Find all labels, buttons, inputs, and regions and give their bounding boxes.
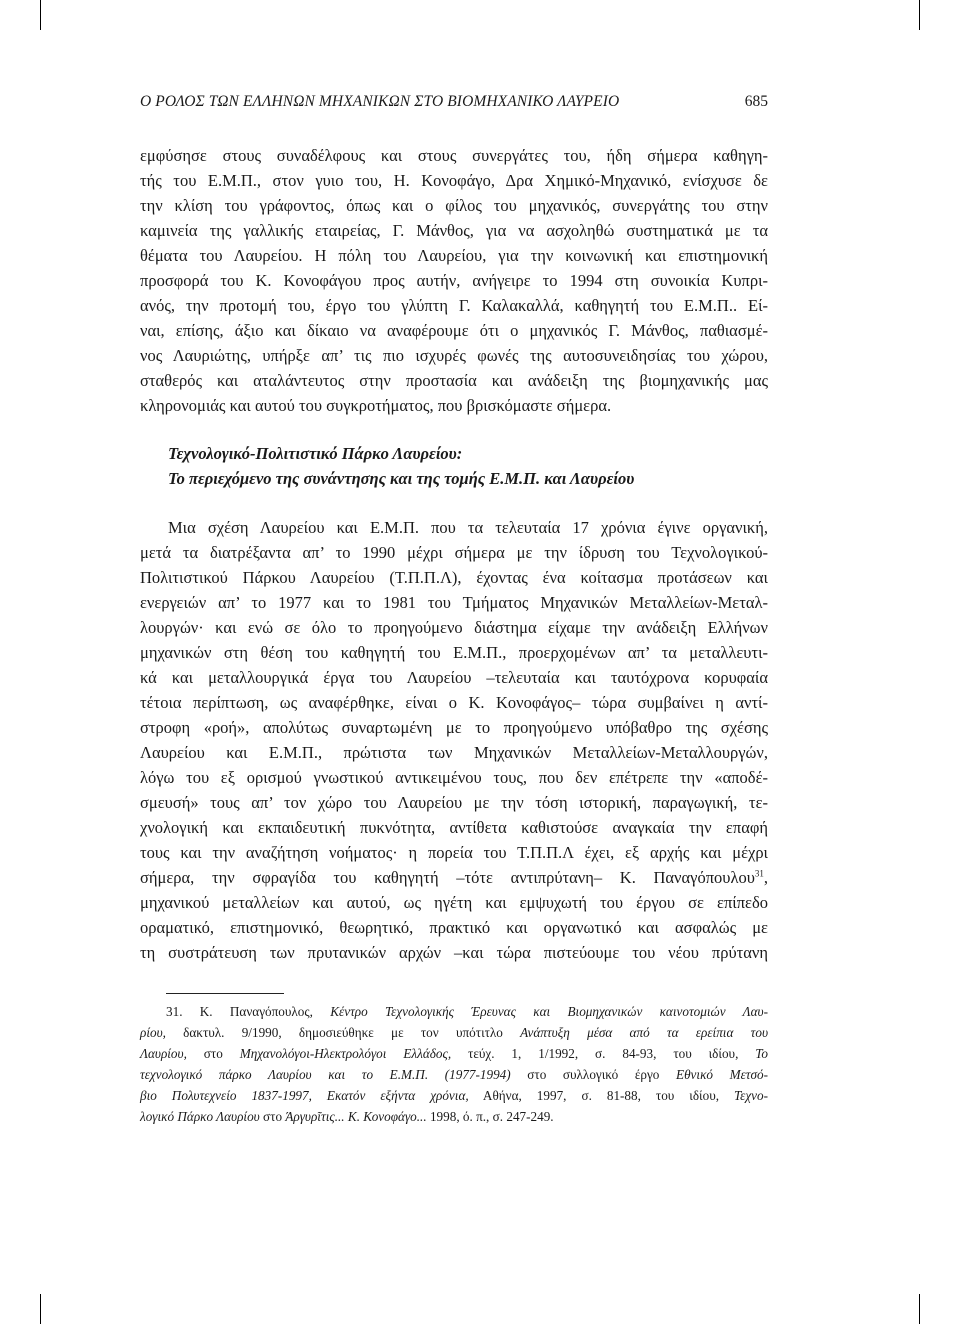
crop-mark-bottom-right: [919, 1294, 920, 1324]
footnote-line: [166, 1003, 768, 1021]
footnote-text: στο: [259, 1109, 286, 1124]
text-line: τη συστράτευση των πρυτανικών αρχών –και τώρα πιστεύουμε του νέου πρύτανη: [140, 943, 768, 962]
text-line: σμευσή» τους απ’ τον χώρο του Λαυρείου με την τόση ιστορική, παραγωγική, τε-: [140, 793, 768, 812]
crop-mark-top-right: [919, 0, 920, 30]
text-line: ενεργειών απ’ το 1977 και το 1981 του Τμήματος Μηχανικών Μεταλλείων-Μεταλ-: [140, 593, 768, 612]
footnote-text: στο συλλογικό έργο: [510, 1067, 677, 1082]
text-line: μηχανικών στη θέση του καθηγητή του Ε.Μ.Π., προερχομένων απ’ τα μεταλλευτι-: [140, 643, 768, 662]
text-line: τής του Ε.Μ.Π., στον γυιο του, Η. Κονοφάγο, Δρα Χημικό-Μηχανικό, ενίσχυσε δε: [140, 171, 768, 190]
crop-mark-bottom-left: [40, 1294, 41, 1324]
text-line: σταθερός και αταλάντευτος στην προστασία και ανάδειξη της βιομηχανικής μας: [140, 371, 768, 390]
footnote-rule: [166, 993, 284, 994]
footnote-text: τεύχ. 1, 1/1992, σ. 84-93, του ιδίου,: [451, 1046, 756, 1061]
footnote-text: Αθήνα, 1997, σ. 81-88, του ιδίου,: [468, 1088, 735, 1103]
text-line: την κλίση του γράφοντος, όπως και ο φίλος του μηχανικός, συνεργάτης του στην: [140, 196, 768, 215]
text-line: μετά τα διατρέξαντα απ’ το 1990 μέχρι σήμερα με την ίδρυση του Τεχνολογικού-: [140, 543, 768, 562]
text-line: μηχανικού μεταλλείων και αυτού, ως ηγέτη και εμψυχωτή του έργου σε επίπεδο: [140, 893, 768, 912]
footnote-italic: Άργυρῖτις... Κ. Κονοφάγο...: [285, 1109, 427, 1124]
text-line: Πολιτιστικού Πάρκου Λαυρείου (Τ.Π.Π.Λ), έχοντας ένα κοίτασμα προτάσεων και: [140, 568, 768, 587]
text-line: εμφύσησε στους συναδέλφους και στους συνεργάτες του, ήδη σήμερα καθηγη-: [140, 146, 768, 165]
footnote-line: [140, 1087, 768, 1105]
footnote-line: [140, 1024, 768, 1042]
footnote-line: [140, 1066, 768, 1084]
crop-mark-top-left: [40, 0, 41, 30]
text-line: καμινεία της γαλλικής εταιρείας, Γ. Μάνθος, για να ασχοληθώ συστηματικά με τα: [140, 221, 768, 240]
footnote-text: 31. Κ. Παναγόπουλος,: [166, 1004, 331, 1019]
text-line: Μια σχέση Λαυρείου και Ε.Μ.Π. που τα τελευταία 17 χρόνια έγινε οργανική,: [168, 518, 768, 537]
text-line: ανός, την προτομή του, έργο του γλύπτη Γ. Καλακαλλά, καθηγητή του Ε.Μ.Π.. Εί-: [140, 296, 768, 315]
footnote-italic: Εθνικό Μετσό-: [676, 1067, 768, 1082]
footnote-line: [140, 1045, 768, 1063]
footnote-italic: ρίου,: [140, 1025, 166, 1040]
footnote-reference[interactable]: 31: [754, 868, 764, 879]
running-title: Ο ΡΟΛΟΣ ΤΩΝ ΕΛΛΗΝΩΝ ΜΗΧΑΝΙΚΩΝ ΣΤΟ ΒΙΟΜΗΧΑΝΙΚΟ ΛΑΥΡΕΙΟ: [140, 93, 620, 110]
text-fragment: σήμερα, την σφραγίδα του καθηγητή –τότε αντιπρύτανη– Κ. Παναγόπουλου: [140, 868, 755, 887]
text-line: προσφορά του Κ. Κονοφάγου προς αυτήν, ανήγειρε το 1994 στη συνοικία Κυπρι-: [140, 271, 768, 290]
text-line: κληρονομιάς και αυτού του συγκροτήματος, που βρισκόμαστε σήμερα.: [140, 396, 612, 415]
section-heading-line: Τεχνολογικό-Πολιτιστικό Πάρκο Λαυρείου:: [168, 444, 463, 463]
footnote-italic: Κέντρο Τεχνολογικής Έρευνας και Βιομηχανικών καινοτομιών Λαυ-: [330, 1004, 769, 1019]
footnote-italic: λογικό Πάρκο Λαυρίου: [140, 1109, 260, 1124]
text-fragment: ,: [763, 868, 768, 887]
text-line: νος Λαυριώτης, υπήρξε απ’ τις πιο ισχυρές φωνές της αυτοσυνειδησίας του χώρου,: [140, 346, 768, 365]
text-line: θέματα του Λαυρείου. Η πόλη του Λαυρείου, για την κοινωνική και επιστημονική: [140, 246, 768, 265]
footnote-text: δακτυλ. 9/1990, δημοσιεύθηκε με τον υπότιτλο: [165, 1025, 521, 1040]
page-number: 685: [744, 93, 768, 110]
text-line: τέτοια περίπτωση, ως αναφέρθηκε, είναι ο Κ. Κονοφάγος– τώρα συμβαίνει η αντί-: [140, 693, 768, 712]
footnote-italic: βιο Πολυτεχνείο 1837-1997, Εκατόν εξήντα χρόνια,: [140, 1088, 469, 1103]
footnote-italic: Το: [755, 1046, 768, 1061]
text-line: Λαυρείου και Ε.Μ.Π., πρώτιστα των Μηχανικών Μεταλλείων-Μεταλλουργών,: [140, 743, 768, 762]
footnote-italic: Ανάπτυξη μέσα από τα ερείπια του: [520, 1025, 769, 1040]
text-line: στροφη «ροή», απολύτως συναρτωμένη με το προηγούμενο υπόβαθρο της σχέσης: [140, 718, 768, 737]
section-heading-line: Το περιεχόμενο της συνάντησης και της τομής Ε.Μ.Π. και Λαυρείου: [168, 469, 635, 488]
footnote-italic: Μηχανολόγοι-Ηλεκτρολόγοι Ελλάδος,: [239, 1046, 452, 1061]
text-line: τους και την αναζήτηση νοήματος· η πορεία του Τ.Π.Π.Λ έχει, εξ αρχής και μέχρι: [140, 843, 768, 862]
text-line: λόγω του εξ ορισμού γνωστικού αντικειμένου τους, που δεν επέτρεπε την «αποδέ-: [140, 768, 768, 787]
text-line: κά και μεταλλουργικά έργα του Λαυρείου –τελευταία και ταυτόχρονα κορυφαία: [140, 668, 768, 687]
text-line: [140, 868, 768, 888]
text-line: ναι, επίσης, άξιο και δίκαιο να αναφέρουμε ότι ο μηχανικός Γ. Μάνθος, παθιασμέ-: [140, 321, 768, 340]
text-line: οραματικό, επιστημονικό, θεωρητικό, πρακτικό και οργανωτικό και ασφαλώς με: [140, 918, 768, 937]
running-header: [140, 93, 768, 117]
text-line: λουργών· και ενώ σε όλο το προηγούμενο διάστημα είχαμε την ανάδειξη Ελλήνων: [140, 618, 768, 637]
footnote-line: [140, 1108, 554, 1126]
text-line: χνολογική και εκπαιδευτική πυκνότητα, αντίθετα καθιστούσε αναγκαία την επαφή: [140, 818, 768, 837]
footnote-text: στο: [186, 1046, 240, 1061]
footnote-italic: Τεχνο-: [734, 1088, 768, 1103]
footnote-text: 1998, ό. π., σ. 247-249.: [426, 1109, 554, 1124]
footnote-italic: Λαυρίου,: [140, 1046, 187, 1061]
footnote-italic: τεχνολογικό πάρκο Λαυρίου και το Ε.Μ.Π. (1977-1994): [140, 1067, 511, 1082]
